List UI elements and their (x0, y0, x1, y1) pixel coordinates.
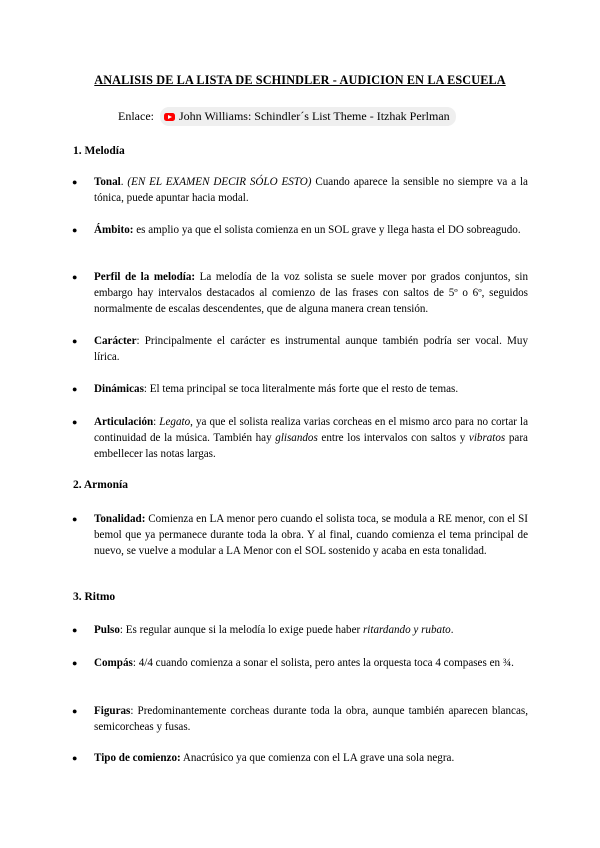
term-ambito: Ámbito: (94, 224, 134, 236)
item-text: Anacrúsico ya que comienza con el LA grave una sola negra. (180, 752, 455, 764)
item-text: : Es regular aunque si la melodía lo exige puede haber (119, 624, 363, 636)
item-text: : Predominantemente corcheas durante toda la obra, aunque también aparecen blancas, semicorcheas y fusas. (94, 705, 528, 733)
section-heading-ritmo: 3. Ritmo (73, 591, 116, 603)
section-heading-armonia: 2. Armonía (73, 479, 128, 491)
list-item-figuras (72, 703, 528, 735)
bullet-icon: ● (72, 225, 78, 235)
item-text: Comienza en LA menor pero cuando el solista toca, se modula a RE menor, con el SI bemol que ya permanece durante toda la obra. Y al final, cuando comienza el tema principal de nuevo, se vuelve a modular a LA Menor con el SOL sostenido y acaba en esta tonalidad. (94, 513, 528, 557)
item-text: : (153, 416, 160, 428)
item-text: : El tema principal se toca literalmente más forte que el resto de temas. (143, 383, 459, 395)
term-perfil: Perfil de la melodía: (94, 271, 196, 283)
item-text: Cuando aparece la sensible no siempre va a la tónica, puede apuntar hacia modal. (94, 176, 528, 204)
bullet-icon: ● (72, 177, 78, 187)
bullet-icon: ● (72, 658, 78, 668)
list-item-tonalidad (72, 511, 528, 559)
list-item-pulso (72, 622, 528, 638)
term-pulso: Pulso (94, 624, 120, 636)
term-tipo-comienzo: Tipo de comienzo: (94, 752, 181, 764)
section-heading-melodia: 1. Melodía (73, 145, 125, 157)
bullet-icon: ● (72, 753, 78, 763)
link-row (118, 107, 456, 126)
glisandos-term: glisandos (275, 432, 318, 444)
item-text: es amplio ya que el solista comienza en un SOL grave y llega hasta el DO sobreagudo. (133, 224, 521, 236)
item-text: , ya que el solista realiza varias corcheas en el mismo arco para no cortar la continuidad de la música. También hay (94, 416, 528, 444)
term-dinamicas: Dinámicas (94, 383, 144, 395)
video-link-text[interactable]: John Williams: Schindler´s List Theme - Itzhak Perlman (178, 109, 450, 123)
exam-note: (EN EL EXAMEN DECIR SÓLO ESTO) (127, 176, 312, 188)
bullet-icon: ● (72, 625, 78, 635)
link-label: Enlace: (118, 109, 154, 123)
term-articulacion: Articulación (94, 416, 154, 428)
bullet-icon: ● (72, 514, 78, 524)
list-item-dinamicas (72, 381, 528, 397)
separator: . (120, 176, 128, 188)
bullet-icon: ● (72, 417, 78, 427)
term-figuras: Figuras (94, 705, 131, 717)
list-item-tonal (72, 174, 528, 206)
term-compas: Compás (94, 657, 133, 669)
bullet-icon: ● (72, 384, 78, 394)
vibratos-term: vibratos (468, 432, 506, 444)
item-text: La melodía de la voz solista se suele mover por grados conjuntos, sin embargo hay intervalos destacados al comienzo de las frases con saltos de 5º o 6º, seguidos normalmente de escalas descendentes, que de alguna manera crean tensión. (94, 271, 528, 315)
item-text: entre los intervalos con saltos y (317, 432, 469, 444)
tempo-terms: ritardando y rubato (362, 624, 451, 636)
bullet-icon: ● (72, 272, 78, 282)
list-item-caracter (72, 333, 528, 365)
list-item-articulacion (72, 414, 528, 462)
term-tonal: Tonal (94, 176, 121, 188)
video-link-chip[interactable] (160, 107, 456, 126)
list-item-tipo-comienzo (72, 750, 528, 766)
document-title: ANALISIS DE LA LISTA DE SCHINDLER - AUDICION EN LA ESCUELA (94, 73, 506, 87)
bullet-icon: ● (72, 336, 78, 346)
item-text: : Principalmente el carácter es instrumental aunque también podría ser vocal. Muy lírica. (94, 335, 528, 363)
item-text: : 4/4 cuando comienza a sonar el solista, pero antes la orquesta toca 4 compases en ¾. (132, 657, 514, 669)
legato-term: Legato (159, 416, 191, 428)
item-text: para embellecer las notas largas. (94, 432, 528, 460)
youtube-icon (164, 113, 175, 121)
bullet-icon: ● (72, 706, 78, 716)
list-item-compas (72, 655, 528, 671)
item-text: . (450, 624, 454, 636)
term-caracter: Carácter (94, 335, 137, 347)
list-item-ambito (72, 222, 528, 238)
term-tonalidad: Tonalidad: (94, 513, 146, 525)
list-item-perfil (72, 269, 528, 317)
